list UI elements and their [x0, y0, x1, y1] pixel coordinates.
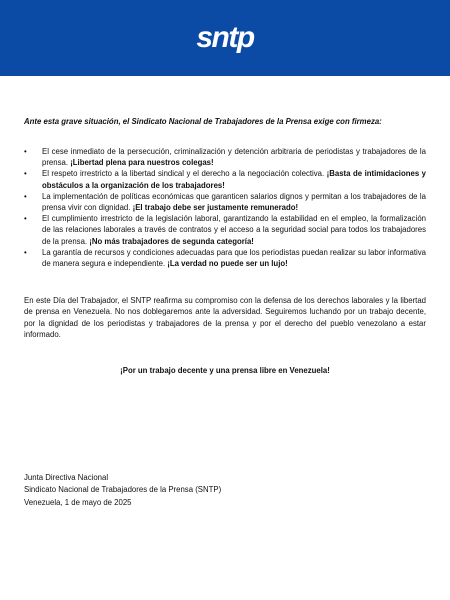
signature-board: Junta Directiva Nacional: [24, 473, 109, 482]
demand-bold: ¡El trabajo debe ser justamente remunerado!: [132, 203, 299, 213]
demand-text: El respeto irrestricto a la libertad sindical y el derecho a la negociación colectiva.: [42, 169, 327, 179]
slogan: ¡Por un trabajo decente y una prensa libre en Venezuela!: [120, 366, 330, 376]
closing-paragraph: En este Día del Trabajador, el SNTP reafirma su compromiso con la defensa de los derechos laborales y la libertad de prensa en Venezuela. No nos doblegaremos ante la adversidad. Seguiremos luchando por un trabajo decente, por la dignidad de los periodistas y trabajadores de la prensa y por el derecho del pueblo venezolano a estar informado.: [24, 296, 426, 339]
demand-item: [24, 213, 426, 247]
demand-item: [24, 191, 426, 213]
demand-item: [24, 247, 426, 269]
demand-text: La garantía de recursos y condiciones adecuadas para que los periodistas puedan realizar su labor informativa de manera segura e independiente.: [42, 247, 426, 269]
demand-bold: ¡Basta de intimidaciones y obstáculos a la organización de los trabajadores!: [42, 169, 426, 190]
bullet-icon: •: [24, 191, 27, 201]
demand-text: El cumplimiento irrestricto de la legislación laboral, garantizando la estabilidad en el empleo, la formalización de las relaciones laborales a través de contratos y el acceso a la seguridad social para todos los trabajadores de la prensa.: [42, 214, 426, 246]
demand-bold: ¡Libertad plena para nuestros colegas!: [70, 158, 214, 168]
header-banner: [0, 0, 450, 76]
demand-text: El cese inmediato de la persecución, criminalización y detención arbitraria de periodistas y trabajadores de la prensa.: [42, 147, 426, 168]
demand-item: [24, 168, 426, 190]
bullet-icon: •: [24, 214, 27, 224]
statement-body: [24, 116, 426, 376]
demand-text: La implementación de políticas económicas que garanticen salarios dignos y permitan a los trabajadores de la prensa vivir con dignidad.: [42, 191, 426, 213]
demand-bold: ¡No más trabajadores de segunda categoría!: [89, 236, 254, 246]
signature-place-date: Venezuela, 1 de mayo de 2025: [24, 497, 132, 507]
bullet-icon: •: [24, 169, 27, 179]
demands-list: [24, 146, 426, 269]
bullet-icon: •: [24, 147, 27, 156]
bullet-icon: •: [24, 247, 27, 257]
demand-item: [24, 146, 426, 168]
intro-heading: Ante esta grave situación, el Sindicato Nacional de Trabajadores de la Prensa exige con firmeza:: [24, 117, 382, 126]
svg-text:sntp: sntp: [196, 21, 254, 54]
sntp-logo: [189, 13, 261, 63]
demand-bold: ¡La verdad no puede ser un lujo!: [167, 259, 288, 269]
signature-organization: Sindicato Nacional de Trabajadores de la Prensa (SNTP): [24, 485, 222, 495]
signature-block: [24, 472, 221, 509]
